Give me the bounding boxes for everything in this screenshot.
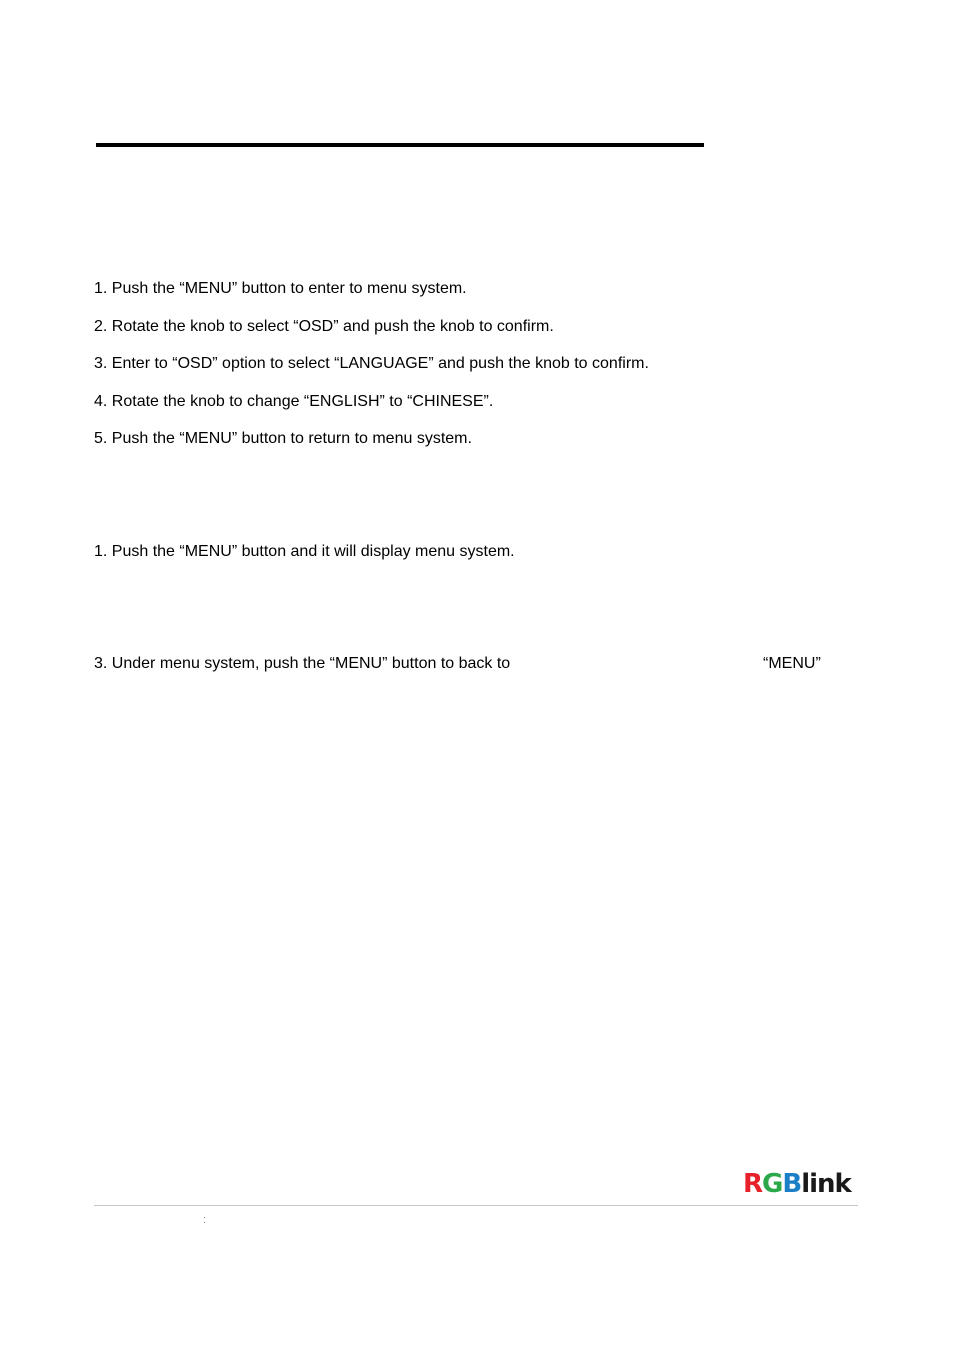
footer-rule [94,1205,858,1206]
step-3: 3. Enter to “OSD” option to select “LANGUAGE” and push the knob to confirm. [94,355,649,372]
footer-colon: : [203,1214,207,1226]
menu-step-1: 1. Push the “MENU” button and it will display menu system. [94,543,515,560]
logo-letter-r: R [743,1169,763,1199]
logo-letter-g: G [762,1169,783,1199]
logo-text-link: link [801,1169,851,1199]
rgblink-logo [743,1170,851,1198]
menu-step-3: 3. Under menu system, push the “MENU” button to back to [94,655,511,672]
menu-step-3-tail: “MENU” [763,655,821,672]
step-2: 2. Rotate the knob to select “OSD” and push the knob to confirm. [94,318,554,335]
step-1: 1. Push the “MENU” button to enter to menu system. [94,280,467,297]
step-5: 5. Push the “MENU” button to return to menu system. [94,430,472,447]
logo-letter-b: B [782,1169,802,1199]
step-4: 4. Rotate the knob to change “ENGLISH” to “CHINESE”. [94,393,494,410]
title-rule [96,143,704,147]
